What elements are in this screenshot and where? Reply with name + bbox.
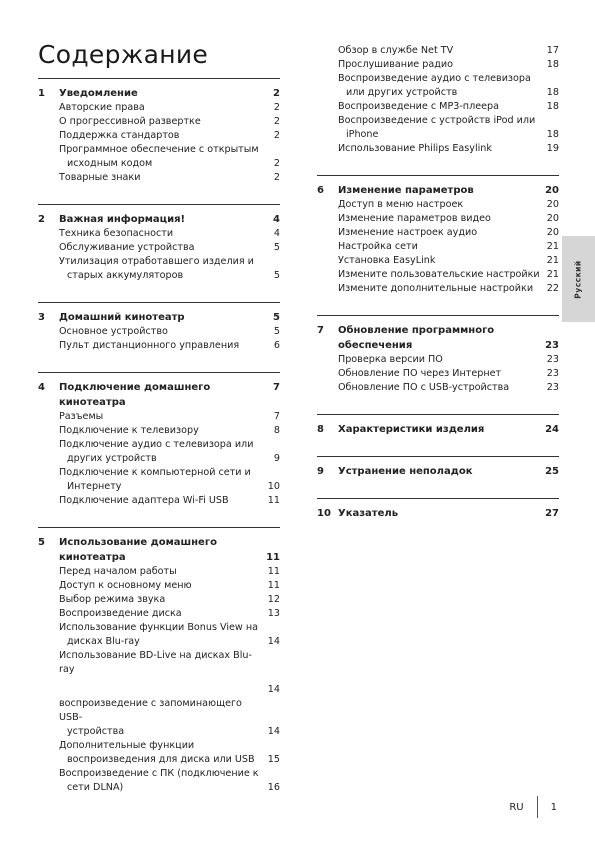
toc-entry[interactable] (317, 282, 559, 296)
chapter-number: 5 (38, 537, 45, 548)
toc-entry[interactable] (38, 143, 280, 157)
toc-page-number: 11 (267, 495, 280, 506)
toc-entry[interactable] (38, 494, 280, 508)
toc-entry-title: Основное устройство (59, 326, 168, 337)
toc-entry-title: Поддержка стандартов (59, 130, 180, 141)
toc-entry-title: Воспроизведение с MP3-плеера (338, 101, 499, 112)
toc-page-number: 12 (267, 594, 280, 605)
toc-section (317, 44, 559, 156)
toc-page-number: 10 (267, 481, 280, 492)
toc-entry[interactable] (38, 424, 280, 438)
toc-entry-title: Разъемы (59, 411, 104, 422)
toc-entry-title: Измените дополнительные настройки (338, 283, 534, 294)
toc-page-number: 14 (267, 636, 280, 647)
toc-entry-title: Использование домашнего (59, 537, 217, 548)
toc-entry[interactable] (38, 115, 280, 129)
toc-entry[interactable] (38, 725, 280, 739)
toc-column-left (38, 78, 280, 814)
toc-entry[interactable] (38, 466, 280, 480)
toc-entry[interactable] (317, 240, 559, 254)
toc-entry[interactable] (317, 86, 559, 100)
toc-entry[interactable] (38, 129, 280, 143)
toc-chapter-heading[interactable] (38, 86, 280, 101)
toc-entry-title: Изменение настроек аудио (338, 227, 478, 238)
toc-page-number: 21 (546, 269, 559, 280)
toc-page-number: 20 (545, 185, 559, 196)
toc-page-number: 14 (267, 726, 280, 737)
toc-entry[interactable] (38, 255, 280, 269)
toc-entry[interactable] (38, 171, 280, 185)
toc-entry[interactable] (38, 621, 280, 635)
toc-page-number: 5 (273, 242, 280, 253)
toc-entry-title: Выбор режима звука (59, 594, 166, 605)
toc-page-number: 16 (267, 782, 280, 793)
toc-entry[interactable] (38, 452, 280, 466)
chapter-number: 3 (38, 312, 45, 323)
toc-page-number: 11 (267, 580, 280, 591)
toc-page-number: 22 (546, 283, 559, 294)
toc-entry[interactable] (38, 101, 280, 115)
toc-entry[interactable] (317, 367, 559, 381)
toc-entry-title: Использование Philips Easylink (338, 143, 492, 154)
toc-section (317, 175, 559, 296)
toc-page-number: 24 (545, 424, 559, 435)
toc-page-number: 18 (546, 129, 559, 140)
toc-entry[interactable] (38, 739, 280, 753)
toc-entry[interactable] (317, 142, 559, 156)
toc-entry[interactable] (38, 781, 280, 795)
toc-chapter-heading[interactable] (38, 550, 280, 565)
toc-entry-title: Использование функции Bonus View на (59, 622, 258, 633)
toc-entry[interactable] (38, 635, 280, 649)
toc-entry-title: Доступ к основному меню (59, 580, 192, 591)
toc-page-number: 20 (546, 227, 559, 238)
toc-entry[interactable] (38, 269, 280, 283)
footer-divider (537, 796, 538, 818)
toc-entry[interactable] (38, 565, 280, 579)
toc-entry-title: старых аккумуляторов (67, 270, 184, 281)
toc-entry[interactable] (38, 480, 280, 494)
toc-entry[interactable] (317, 72, 559, 86)
toc-page-number: 4 (273, 228, 280, 239)
toc-page-number: 6 (273, 340, 280, 351)
toc-section (38, 78, 280, 185)
toc-entry[interactable] (38, 339, 280, 353)
toc-section (38, 204, 280, 283)
toc-entry-title: Товарные знаки (59, 172, 141, 183)
toc-entry[interactable] (38, 649, 280, 677)
toc-entry-title: Устранение неполадок (338, 466, 473, 477)
toc-entry[interactable] (38, 767, 280, 781)
toc-entry-title: или других устройств (346, 87, 458, 98)
footer-language: RU (509, 801, 524, 813)
toc-entry-title: Домашний кинотеатр (59, 312, 185, 323)
toc-page-number: 18 (546, 101, 559, 112)
chapter-number: 10 (317, 508, 331, 519)
toc-entry-title: Подключение к компьютерной сети и (59, 467, 251, 478)
toc-page-number: 7 (273, 382, 280, 393)
toc-section (38, 527, 280, 795)
toc-page-number: 25 (545, 466, 559, 477)
toc-page-number: 20 (546, 199, 559, 210)
toc-entry-title: обеспечения (338, 340, 413, 351)
toc-entry-title: Обзор в службе Net TV (338, 45, 454, 56)
toc-entry[interactable] (38, 438, 280, 452)
toc-entry-title: Использование BD-Live на дисках Blu-ray (59, 650, 252, 675)
toc-page-number: 19 (546, 143, 559, 154)
toc-page-number: 20 (546, 213, 559, 224)
toc-page-number: 2 (273, 172, 280, 183)
toc-page-number: 27 (545, 508, 559, 519)
toc-entry[interactable] (38, 753, 280, 767)
toc-entry[interactable] (317, 58, 559, 72)
language-tab-label: Русский (574, 259, 584, 299)
toc-chapter-heading[interactable] (317, 323, 559, 338)
toc-entry[interactable] (38, 697, 280, 725)
chapter-number: 6 (317, 185, 324, 196)
toc-entry[interactable] (317, 254, 559, 268)
toc-entry[interactable] (317, 44, 559, 58)
toc-entry-title: других устройств (67, 453, 157, 464)
toc-entry[interactable] (38, 325, 280, 339)
toc-entry-title: Настройка сети (338, 241, 418, 252)
toc-entry-title: Изменение параметров видео (338, 213, 491, 224)
toc-entry-title: Обновление программного (338, 325, 495, 336)
toc-page-number: 2 (273, 130, 280, 141)
toc-page-number: 2 (273, 88, 280, 99)
toc-page-number: 18 (546, 87, 559, 98)
toc-entry-title: Важная информация! (59, 214, 186, 225)
chapter-number: 1 (38, 88, 45, 99)
toc-chapter-heading[interactable] (38, 310, 280, 325)
toc-page-number: 11 (266, 552, 280, 563)
toc-entry-title: Обслуживание устройства (59, 242, 195, 253)
toc-entry-title: Воспроизведение с устройств iPod или (338, 115, 536, 126)
toc-entry-title: дисках Blu-ray (67, 636, 140, 647)
toc-entry[interactable] (317, 381, 559, 395)
toc-page-number: 18 (546, 59, 559, 70)
toc-chapter-heading[interactable] (317, 506, 559, 521)
toc-entry-title: Воспроизведение аудио с телевизора (338, 73, 531, 84)
language-tab (562, 236, 595, 322)
toc-page-number: 2 (273, 116, 280, 127)
chapter-number: 9 (317, 466, 324, 477)
toc-chapter-heading[interactable] (38, 380, 280, 410)
toc-entry[interactable] (38, 579, 280, 593)
toc-page-number: 15 (267, 754, 280, 765)
toc-chapter-heading[interactable] (317, 183, 559, 198)
toc-entry[interactable] (38, 683, 280, 697)
toc-page-number: 5 (273, 312, 280, 323)
toc-entry-title: сети DLNA) (67, 782, 124, 793)
toc-entry-title: iPhone (346, 129, 379, 140)
toc-entry-title: Подключение к телевизору (59, 425, 199, 436)
toc-page-number: 9 (273, 453, 280, 464)
toc-page-number: 2 (273, 102, 280, 113)
toc-entry[interactable] (317, 128, 559, 142)
toc-page-number: 23 (545, 340, 559, 351)
toc-chapter-heading[interactable] (317, 338, 559, 353)
toc-chapter-heading[interactable] (317, 464, 559, 479)
toc-entry-title: Изменение параметров (338, 185, 474, 196)
toc-entry-title: воспроизведение с запоминающего USB- (59, 698, 242, 723)
chapter-number: 8 (317, 424, 324, 435)
toc-page-number: 21 (546, 241, 559, 252)
toc-entry[interactable] (317, 114, 559, 128)
toc-entry-title: Техника безопасности (59, 228, 174, 239)
toc-entry-title: Авторские права (59, 102, 145, 113)
toc-entry-title: Установка EasyLink (338, 255, 436, 266)
chapter-number: 2 (38, 214, 45, 225)
toc-section (317, 315, 559, 395)
toc-section (38, 302, 280, 353)
toc-entry-title: Подключение адаптера Wi-Fi USB (59, 495, 229, 506)
toc-entry-title: Уведомление (59, 88, 138, 99)
toc-entry[interactable] (317, 226, 559, 240)
toc-entry[interactable] (38, 593, 280, 607)
toc-entry[interactable] (317, 268, 559, 282)
toc-section (317, 414, 559, 437)
toc-entry-title: Прослушивание радио (338, 59, 453, 70)
toc-entry-title: Воспроизведение с ПК (подключение к (59, 768, 259, 779)
toc-chapter-heading[interactable] (317, 422, 559, 437)
toc-section (317, 498, 559, 521)
toc-entry-title: Интернету (67, 481, 122, 492)
chapter-number: 4 (38, 382, 45, 393)
toc-page-number: 11 (267, 566, 280, 577)
toc-entry[interactable] (38, 607, 280, 621)
page-footer (509, 796, 557, 818)
toc-column-right (317, 44, 559, 540)
toc-entry-title: Дополнительные функции (59, 740, 195, 751)
chapter-number: 7 (317, 325, 324, 336)
toc-entry-title: Воспроизведение диска (59, 608, 182, 619)
toc-entry-title: Подключение аудио с телевизора или (59, 439, 254, 450)
toc-chapter-heading[interactable] (38, 535, 280, 550)
toc-entry[interactable] (38, 410, 280, 424)
toc-entry-title: Обновление ПО с USB-устройства (338, 382, 510, 393)
toc-entry[interactable] (317, 353, 559, 367)
toc-section (317, 456, 559, 479)
toc-page-number: 14 (267, 684, 280, 695)
toc-entry[interactable] (38, 227, 280, 241)
toc-entry-title: Указатель (338, 508, 399, 519)
toc-page-number: 17 (546, 45, 559, 56)
toc-page-number: 4 (273, 214, 280, 225)
toc-entry-title: О прогрессивной развертке (59, 116, 201, 127)
toc-page-number: 23 (546, 368, 559, 379)
page-number: 1 (550, 801, 557, 813)
toc-page-number: 8 (273, 425, 280, 436)
toc-entry-title: Обновление ПО через Интернет (338, 368, 502, 379)
toc-entry[interactable] (38, 241, 280, 255)
toc-entry[interactable] (317, 198, 559, 212)
toc-page-number: 21 (546, 255, 559, 266)
toc-entry-title: Подключение домашнего кинотеатра (59, 382, 211, 408)
toc-entry-title: Программное обеспечение с открытым (59, 144, 259, 155)
toc-entry[interactable] (38, 157, 280, 171)
toc-chapter-heading[interactable] (38, 212, 280, 227)
toc-page-number: 23 (546, 354, 559, 365)
toc-entry-title: Перед началом работы (59, 566, 177, 577)
toc-entry-title: устройства (67, 726, 125, 737)
toc-entry-title: Доступ в меню настроек (338, 199, 464, 210)
toc-entry[interactable] (317, 212, 559, 226)
toc-section (38, 372, 280, 508)
toc-page-number: 23 (546, 382, 559, 393)
toc-page-number: 7 (273, 411, 280, 422)
toc-entry[interactable] (317, 100, 559, 114)
toc-entry-title: Измените пользовательские настройки (338, 269, 540, 280)
toc-page-number: 5 (273, 270, 280, 281)
toc-page-number: 13 (267, 608, 280, 619)
toc-entry-title: кинотеатра (59, 552, 126, 563)
toc-entry-title: Характеристики изделия (338, 424, 485, 435)
toc-entry-title: воспроизведения для диска или USB (67, 754, 255, 765)
toc-page-number: 2 (273, 158, 280, 169)
toc-entry-title: Проверка версии ПО (338, 354, 443, 365)
toc-entry-title: исходным кодом (67, 158, 153, 169)
toc-page-number: 5 (273, 326, 280, 337)
toc-entry-title: Утилизация отработавшего изделия и (59, 256, 254, 267)
page-title: Содержание (38, 40, 209, 69)
toc-entry-title: Пульт дистанционного управления (59, 340, 240, 351)
